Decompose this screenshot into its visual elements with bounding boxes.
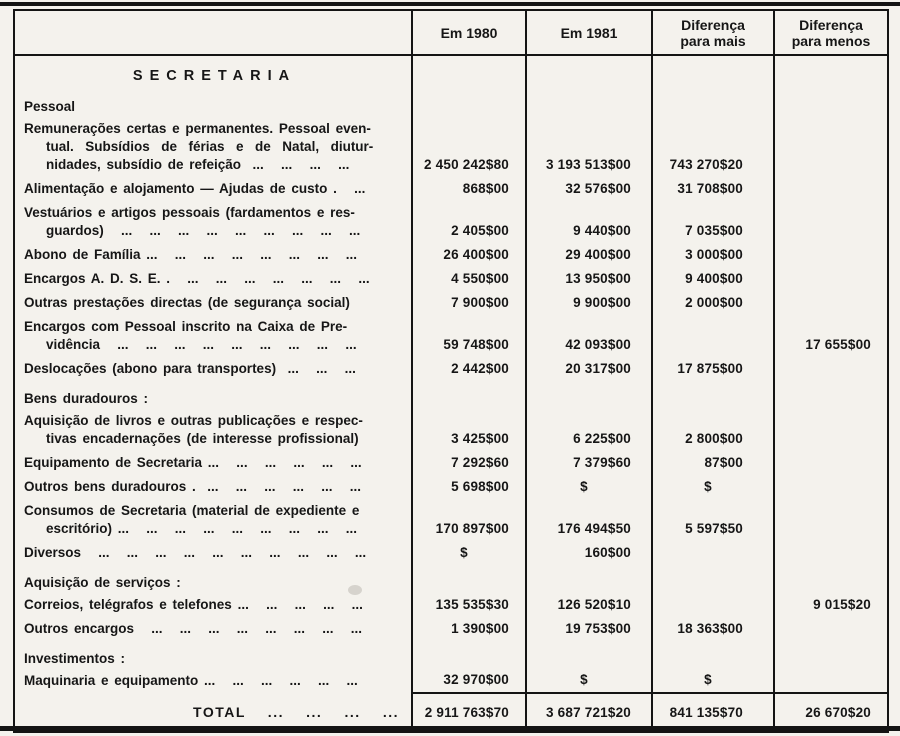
scan-smudge (348, 585, 362, 595)
amount-cell: $ (652, 475, 774, 499)
row-label-line: Encargos com Pessoal inscrito na Caixa de Pre- (24, 319, 348, 334)
row-label (14, 357, 412, 381)
row-label-line: guardos) ... ... ... ... ... ... ... ... ... (46, 223, 361, 238)
row-label (14, 291, 412, 315)
table-row (14, 177, 888, 201)
row-label (14, 89, 412, 117)
row-label-line: TOTAL ... ... ... ... (193, 704, 399, 720)
amount-cell (774, 617, 888, 641)
table-row (14, 315, 888, 357)
row-label (14, 499, 412, 541)
row-label (14, 593, 412, 617)
row-label-line: Consumos de Secretaria (material de expediente e (24, 503, 360, 518)
amount-cell (774, 55, 888, 89)
row-label-line: Outros encargos ... ... ... ... ... ... ... ... (24, 621, 363, 636)
amount-cell (774, 291, 888, 315)
amount-cell: 26 670$20 (774, 693, 888, 732)
row-label (14, 669, 412, 693)
amount-cell (774, 451, 888, 475)
row-label (14, 409, 412, 451)
amount-cell: 31 708$00 (652, 177, 774, 201)
amount-cell (774, 89, 888, 117)
amount-cell (652, 55, 774, 89)
section-row (14, 381, 888, 409)
amount-cell: 9 015$20 (774, 593, 888, 617)
amount-cell (526, 565, 652, 593)
amount-cell: 3 193 513$00 (526, 117, 652, 177)
row-label-line: Vestuários e artigos pessoais (fardamentos e res- (24, 205, 355, 220)
table-body (14, 55, 888, 732)
amount-cell (774, 357, 888, 381)
top-rule (0, 2, 900, 6)
amount-cell: 6 225$00 (526, 409, 652, 451)
amount-cell (774, 409, 888, 451)
amount-cell (412, 381, 526, 409)
amount-cell: 170 897$00 (412, 499, 526, 541)
bottom-rule (0, 726, 900, 731)
table-row (14, 243, 888, 267)
row-label-line: Investimentos : (24, 651, 126, 666)
row-label-line: Diversos ... ... ... ... ... ... ... ... ... ... (24, 545, 367, 560)
table-row (14, 267, 888, 291)
title-row (14, 55, 888, 89)
amount-cell (774, 117, 888, 177)
amount-cell (774, 177, 888, 201)
amount-cell: 29 400$00 (526, 243, 652, 267)
amount-cell: 20 317$00 (526, 357, 652, 381)
row-label (14, 381, 412, 409)
header-diferenca-para-menos (774, 10, 888, 55)
amount-cell: $ (526, 475, 652, 499)
row-label-line: Aquisição de serviços : (24, 575, 181, 590)
amount-cell: 126 520$10 (526, 593, 652, 617)
header-row (14, 10, 888, 55)
row-label-line: tivas encadernações (de interesse profissional) (46, 431, 359, 446)
amount-cell: 18 363$00 (652, 617, 774, 641)
amount-cell: 7 292$60 (412, 451, 526, 475)
amount-cell: 841 135$70 (652, 693, 774, 732)
amount-cell: 135 535$30 (412, 593, 526, 617)
row-label (14, 475, 412, 499)
amount-cell: 7 900$00 (412, 291, 526, 315)
table-row (14, 409, 888, 451)
amount-cell (412, 89, 526, 117)
amount-cell (652, 593, 774, 617)
row-label (14, 267, 412, 291)
row-label-line: Aquisição de livros e outras publicações e respec- (24, 413, 363, 428)
amount-cell: 9 440$00 (526, 201, 652, 243)
amount-cell (774, 541, 888, 565)
amount-cell (652, 641, 774, 669)
amount-cell: 5 597$50 (652, 499, 774, 541)
table-row (14, 617, 888, 641)
amount-cell (526, 381, 652, 409)
amount-cell (774, 641, 888, 669)
amount-cell: 9 400$00 (652, 267, 774, 291)
amount-cell: 9 900$00 (526, 291, 652, 315)
amount-cell: 17 655$00 (774, 315, 888, 357)
amount-cell: 2 000$00 (652, 291, 774, 315)
table-row (14, 475, 888, 499)
amount-cell (774, 499, 888, 541)
header-diferenca-para-menos-line2: para menos (791, 32, 871, 49)
row-label (14, 451, 412, 475)
amount-cell (774, 475, 888, 499)
amount-cell (412, 565, 526, 593)
row-label-line: Alimentação e alojamento — Ajudas de custo . ... (24, 181, 366, 196)
amount-cell: 32 970$00 (412, 669, 526, 693)
row-label-line: Outras prestações directas (de segurança social) (24, 295, 350, 310)
amount-cell (526, 55, 652, 89)
row-label (14, 617, 412, 641)
amount-cell: $ (652, 669, 774, 693)
table-row (14, 541, 888, 565)
amount-cell (774, 243, 888, 267)
header-diferenca-para-menos-line1: Diferença (799, 16, 863, 33)
amount-cell: 42 093$00 (526, 315, 652, 357)
table-row (14, 669, 888, 693)
amount-cell (774, 381, 888, 409)
table-row (14, 291, 888, 315)
row-label-line: Pessoal (24, 99, 76, 114)
amount-cell: 26 400$00 (412, 243, 526, 267)
table-row (14, 499, 888, 541)
row-label-line: Bens duradouros : (24, 391, 149, 406)
amount-cell: 19 753$00 (526, 617, 652, 641)
amount-cell (652, 89, 774, 117)
amount-cell: 17 875$00 (652, 357, 774, 381)
row-label-line: SECRETARIA (132, 68, 297, 84)
budget-table-frame (13, 9, 887, 720)
row-label (14, 201, 412, 243)
row-label-line: nidades, subsídio de refeição ... ... ... ... (46, 157, 350, 172)
table-row (14, 451, 888, 475)
amount-cell (652, 381, 774, 409)
table-row (14, 357, 888, 381)
amount-cell (774, 267, 888, 291)
amount-cell (526, 641, 652, 669)
amount-cell: 5 698$00 (412, 475, 526, 499)
row-label (14, 55, 412, 89)
amount-cell: 4 550$00 (412, 267, 526, 291)
amount-cell (652, 541, 774, 565)
table-row (14, 201, 888, 243)
amount-cell: 176 494$50 (526, 499, 652, 541)
row-label-line: Maquinaria e equipamento ... ... ... ... ... ... (24, 673, 358, 688)
row-label (14, 315, 412, 357)
amount-cell: 3 000$00 (652, 243, 774, 267)
header-em-1981: Em 1981 (526, 10, 652, 55)
header-diferenca-para-mais-line2: para mais (680, 32, 746, 49)
amount-cell (412, 641, 526, 669)
section-row (14, 641, 888, 669)
amount-cell: $ (526, 669, 652, 693)
row-label-line: Remunerações certas e permanentes. Pessoal even- (24, 121, 371, 136)
amount-cell: 2 442$00 (412, 357, 526, 381)
amount-cell (652, 565, 774, 593)
amount-cell: 2 911 763$70 (412, 693, 526, 732)
row-label-line: Abono de Família ... ... ... ... ... ... ... ... (24, 247, 358, 262)
amount-cell: 7 379$60 (526, 451, 652, 475)
row-label-line: escritório) ... ... ... ... ... ... ... ... ... (46, 521, 358, 536)
row-label-line: Deslocações (abono para transportes) ... ... ... (24, 361, 356, 376)
row-label-line: Encargos A. D. S. E. . ... ... ... ... ... ... ... (24, 271, 370, 286)
amount-cell: 2 450 242$80 (412, 117, 526, 177)
row-label (14, 177, 412, 201)
table-row (14, 593, 888, 617)
header-diferenca-para-mais (652, 10, 774, 55)
amount-cell (526, 89, 652, 117)
amount-cell: 3 425$00 (412, 409, 526, 451)
budget-comparison-table (13, 9, 889, 733)
amount-cell (774, 669, 888, 693)
amount-cell (412, 55, 526, 89)
row-label-line: Equipamento de Secretaria ... ... ... ... ... ... (24, 455, 362, 470)
row-label-line: tual. Subsídios de férias e de Natal, diutur- (46, 139, 374, 154)
amount-cell: 868$00 (412, 177, 526, 201)
amount-cell: 2 800$00 (652, 409, 774, 451)
amount-cell: 87$00 (652, 451, 774, 475)
table-row (14, 117, 888, 177)
amount-cell: $ (412, 541, 526, 565)
amount-cell: 2 405$00 (412, 201, 526, 243)
row-label-line: Outros bens duradouros . ... ... ... ... ... ... (24, 479, 362, 494)
amount-cell: 3 687 721$20 (526, 693, 652, 732)
amount-cell: 7 035$00 (652, 201, 774, 243)
amount-cell (774, 201, 888, 243)
row-label (14, 541, 412, 565)
section-row (14, 89, 888, 117)
amount-cell: 160$00 (526, 541, 652, 565)
row-label (14, 117, 412, 177)
amount-cell (774, 565, 888, 593)
header-empty-cell (14, 10, 412, 55)
header-diferenca-para-mais-line1: Diferença (681, 16, 745, 33)
amount-cell: 1 390$00 (412, 617, 526, 641)
amount-cell: 59 748$00 (412, 315, 526, 357)
header-em-1980: Em 1980 (412, 10, 526, 55)
amount-cell (652, 315, 774, 357)
section-row (14, 565, 888, 593)
amount-cell: 32 576$00 (526, 177, 652, 201)
row-label-line: vidência ... ... ... ... ... ... ... ... ... (46, 337, 357, 352)
row-label-line: Correios, telégrafos e telefones ... ... ... ... ... (24, 597, 363, 612)
amount-cell: 743 270$20 (652, 117, 774, 177)
amount-cell: 13 950$00 (526, 267, 652, 291)
row-label (14, 641, 412, 669)
row-label (14, 243, 412, 267)
